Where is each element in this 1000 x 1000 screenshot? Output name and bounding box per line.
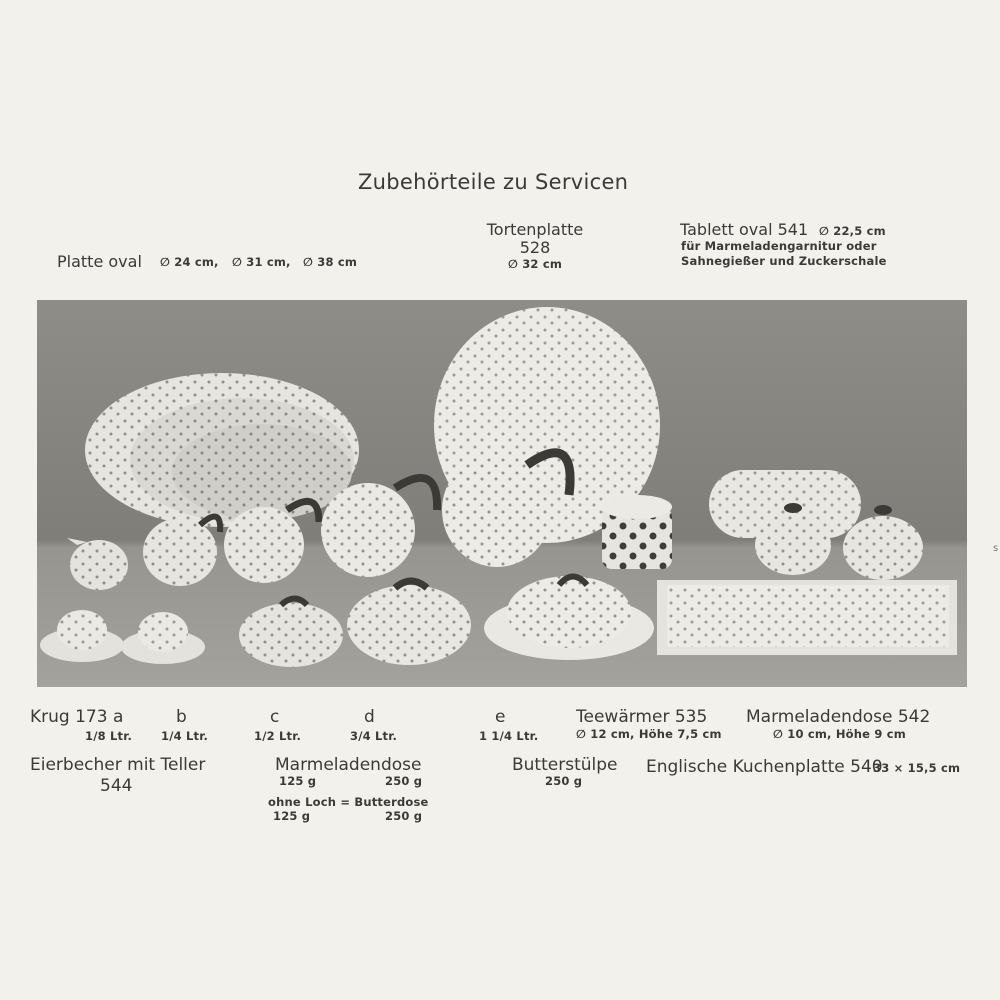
tortenplatte-size: ∅ 32 cm — [507, 257, 563, 271]
cake-platter-540 — [657, 580, 957, 655]
teewaermer-label: Teewärmer 535 — [576, 707, 708, 727]
tortenplatte-number: 528 — [519, 238, 551, 257]
marmeladendose-542-label: Marmeladendose 542 — [746, 707, 931, 727]
marmeladendose-weight-2: 250 g — [385, 774, 423, 788]
krug-a-volume: 1/8 Ltr. — [85, 729, 133, 743]
krug-c-label: c — [270, 707, 280, 727]
edge-mark: s — [993, 543, 999, 554]
tablett-note-1: für Marmeladengarnitur oder — [681, 239, 877, 253]
krug-b-volume: 1/4 Ltr. — [161, 729, 209, 743]
butterdose-weight-1: 125 g — [273, 809, 311, 823]
krug-a-label: Krug 173 a — [30, 707, 124, 727]
krug-c-volume: 1/2 Ltr. — [254, 729, 302, 743]
butterdose-weight-2: 250 g — [385, 809, 423, 823]
butterdose-note: ohne Loch = Butterdose — [268, 795, 429, 809]
tortenplatte-label: Tortenplatte — [486, 220, 584, 239]
tablett-label: Tablett oval 541 — [680, 220, 809, 239]
teewaermer-spec: ∅ 12 cm, Höhe 7,5 cm — [576, 727, 722, 741]
butterstuelpe-label: Butterstülpe — [512, 755, 618, 775]
kuchenplatte-size: 33 × 15,5 cm — [873, 761, 961, 775]
kuchenplatte-label: Englische Kuchenplatte 540 — [646, 757, 883, 777]
butterstuelpe-weight: 250 g — [545, 774, 583, 788]
tea-warmer — [602, 495, 672, 569]
marmeladendose-label: Marmeladendose — [275, 755, 422, 775]
platte-size-3: ∅ 38 cm — [303, 255, 358, 269]
krug-b-label: b — [176, 707, 187, 727]
eierbecher-number: 544 — [100, 776, 133, 796]
krug-e-volume: 1 1/4 Ltr. — [479, 729, 539, 743]
krug-e-label: e — [495, 707, 506, 727]
page-title: Zubehörteile zu Servicen — [358, 170, 629, 194]
product-photograph — [37, 300, 967, 687]
krug-d-volume: 3/4 Ltr. — [350, 729, 398, 743]
platte-oval-label: Platte oval — [57, 252, 142, 271]
oval-platter-small — [172, 424, 352, 520]
platte-size-1: ∅ 24 cm, — [160, 255, 219, 269]
platte-size-2: ∅ 31 cm, — [232, 255, 291, 269]
eierbecher-label: Eierbecher mit Teller — [30, 755, 206, 775]
marmeladendose-weight-1: 125 g — [279, 774, 317, 788]
tablett-size: ∅ 22,5 cm — [819, 224, 886, 238]
krug-d-label: d — [364, 707, 375, 727]
marmeladendose-542-spec: ∅ 10 cm, Höhe 9 cm — [773, 727, 906, 741]
tablett-note-2: Sahnegießer und Zuckerschale — [681, 254, 887, 268]
